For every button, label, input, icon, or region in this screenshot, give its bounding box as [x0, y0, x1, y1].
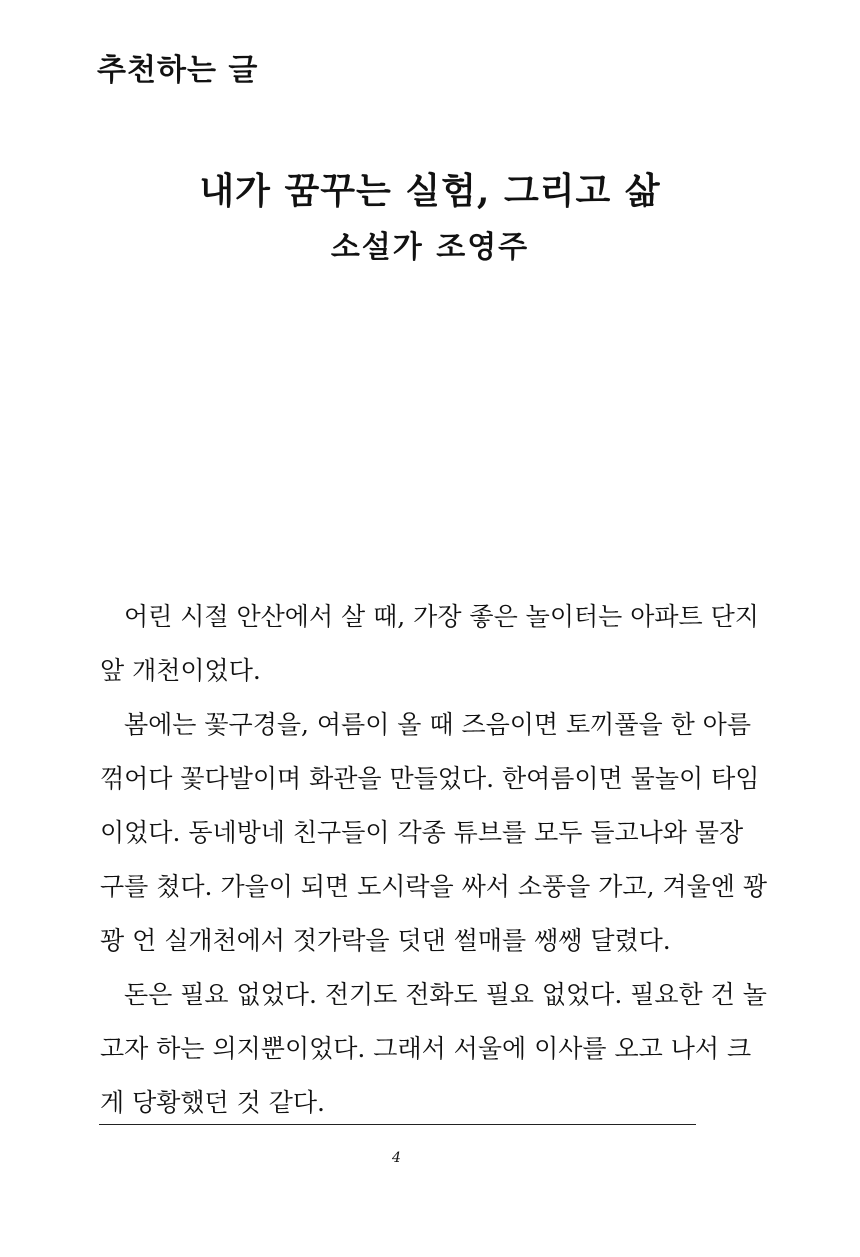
text-line: 어린 시절 안산에서 살 때, 가장 좋은 놀이터는 아파트 단지 — [124, 602, 759, 631]
text-line: 꽝 언 실개천에서 젓가락을 덧댄 썰매를 쌩쌩 달렸다. — [100, 926, 671, 955]
text-line: 고자 하는 의지뿐이었다. 그래서 서울에 이사를 오고 나서 크 — [100, 1034, 752, 1063]
text-line: 봄에는 꽃구경을, 여름이 올 때 즈음이면 토끼풀을 한 아름 — [124, 710, 751, 739]
text-line: 돈은 필요 없었다. 전기도 전화도 필요 없었다. 필요한 건 놀 — [124, 980, 767, 1009]
paragraph — [100, 698, 768, 968]
paragraph — [100, 968, 767, 1130]
body-text — [100, 590, 768, 1130]
text-line: 이었다. 동네방네 친구들이 각종 튜브를 모두 들고나와 물장 — [100, 818, 744, 847]
paragraph — [100, 590, 759, 698]
text-line: 꺾어다 꽃다발이며 화관을 만들었다. 한여름이면 물놀이 타임 — [100, 764, 760, 793]
text-line: 앞 개천이었다. — [100, 656, 261, 685]
footer-divider — [99, 1124, 696, 1125]
section-label: 추천하는 글 — [97, 53, 259, 88]
text-line: 구를 쳤다. 가을이 되면 도시락을 싸서 소풍을 가고, 겨울엔 꽝 — [100, 872, 768, 901]
page-number: 4 — [392, 1150, 401, 1166]
article-title: 내가 꿈꾸는 실험, 그리고 삶 — [199, 170, 661, 212]
text-line: 게 당황했던 것 같다. — [100, 1088, 325, 1117]
article-author: 소설가 조영주 — [330, 230, 530, 265]
